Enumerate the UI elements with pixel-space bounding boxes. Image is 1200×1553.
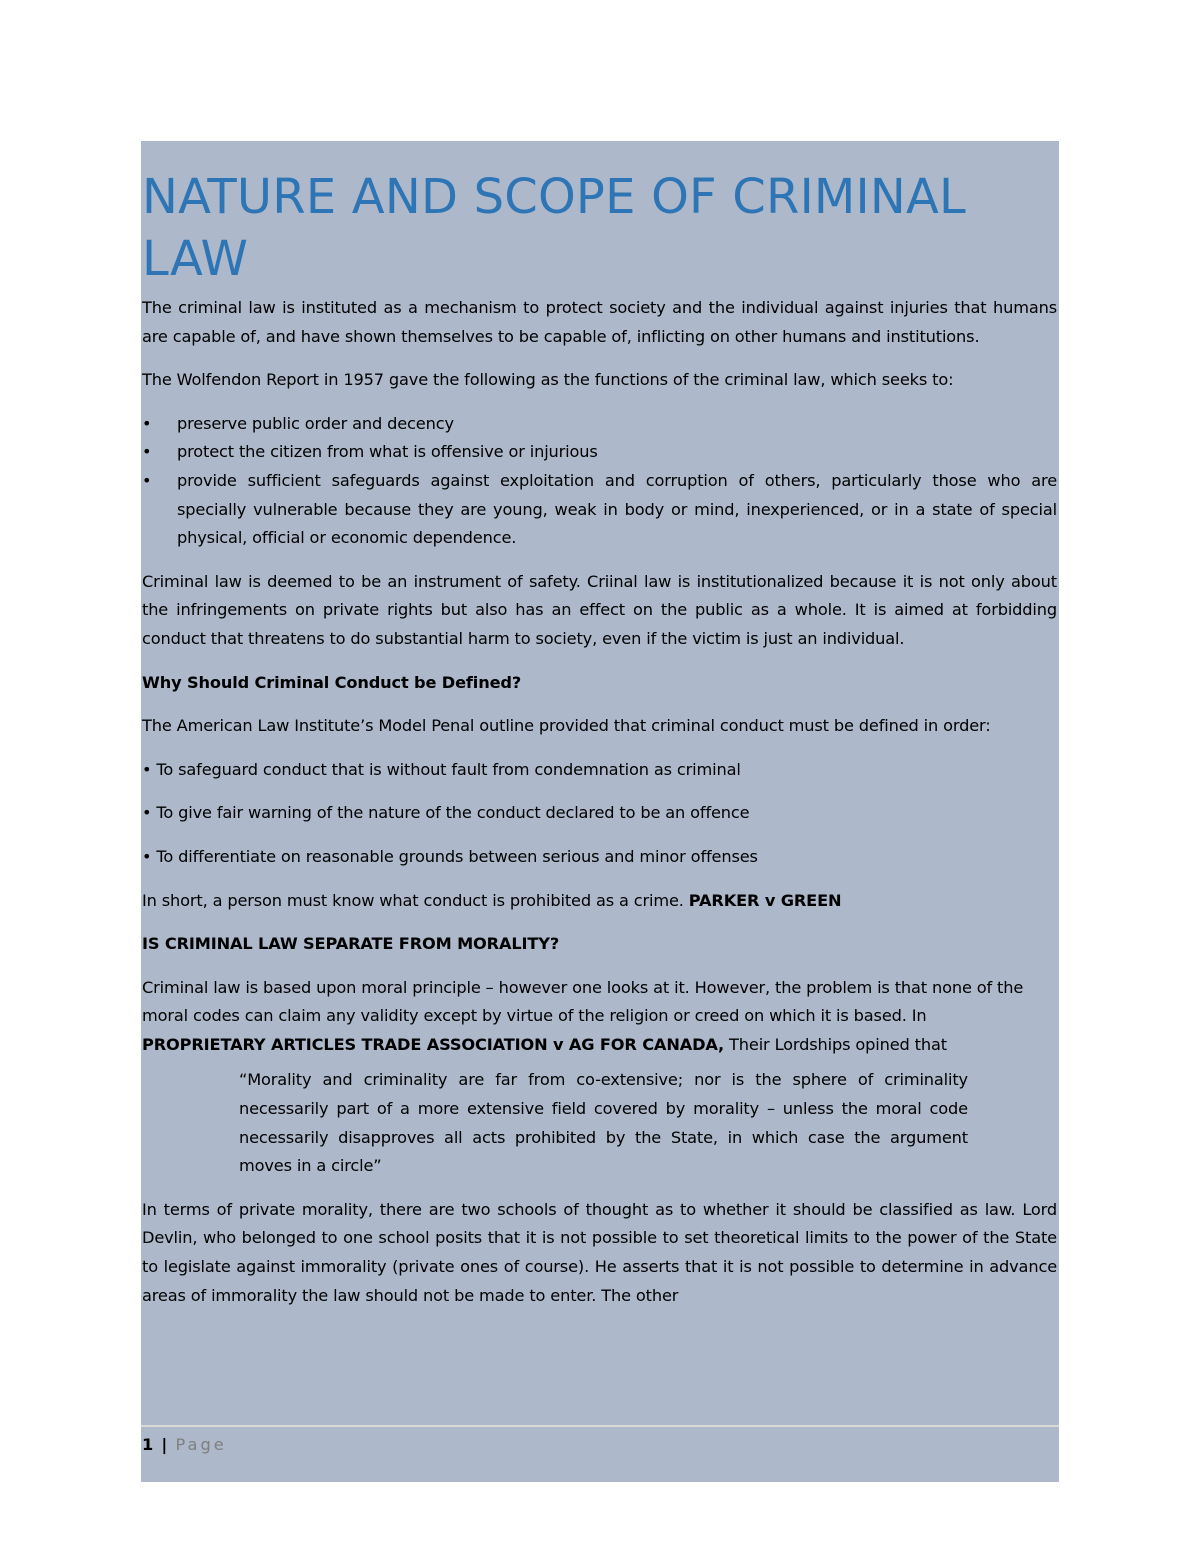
list-item-text: preserve public order and decency (177, 413, 454, 433)
block-quote: “Morality and criminality are far from co-extensive; nor is the sphere of criminality necessarily part of a more extensive field covered by morality – unless the moral code necessarily disapproves all acts prohibited by the State, in which case the argument moves in a circle” (239, 1070, 968, 1176)
page-footer (142, 1432, 227, 1458)
safety-paragraph: Criminal law is deemed to be an instrument of safety. Criinal law is institutionalized because it is not only about the infringements on private rights but also has an effect on the public as a whole. It is aimed at forbidding conduct that threatens to do substantial harm to society, even if the victim is just an individual. (142, 571, 1057, 648)
list-item-text: protect the citizen from what is offensive or injurious (177, 442, 598, 462)
list-item (142, 410, 1057, 439)
morality-text: Criminal law is based upon moral principle – however one looks at it. However, the problem is that none of the moral codes can claim any validity except by virtue of the religion or creed on which it is based. In (142, 977, 1024, 1026)
bullet-icon: • (142, 442, 152, 462)
footer-divider (141, 1425, 1059, 1427)
wolfenden-list (142, 410, 1057, 553)
ali-paragraph: The American Law Institute’s Model Penal outline provided that criminal conduct must be defined in order: (142, 716, 991, 736)
ali-point: • To differentiate on reasonable grounds between serious and minor offenses (142, 846, 758, 866)
bullet-icon: • (142, 413, 152, 433)
short-text: In short, a person must know what conduct is prohibited as a crime. (142, 890, 684, 910)
case-citation: PROPRIETARY ARTICLES TRADE ASSOCIATION v AG FOR CANADA, (142, 1034, 725, 1054)
list-item-text: provide sufficient safeguards against exploitation and corruption of others, particularly those who are specially vulnerable because they are young, weak in body or mind, inexperienced, or in a state of special physical, official or economic dependence. (177, 470, 1057, 548)
page-label: Page (175, 1435, 227, 1454)
bullet-icon: • (142, 470, 152, 490)
ali-point: • To give fair warning of the nature of the conduct declared to be an offence (142, 803, 750, 823)
document-body (142, 166, 1057, 1325)
case-citation: PARKER v GREEN (688, 890, 842, 910)
morality-tail: Their Lordships opined that (724, 1034, 947, 1054)
ali-point: • To safeguard conduct that is without fault from condemnation as criminal (142, 759, 741, 779)
heading-morality: IS CRIMINAL LAW SEPARATE FROM MORALITY? (142, 934, 560, 954)
wolfenden-intro: The Wolfendon Report in 1957 gave the following as the functions of the criminal law, which seeks to: (142, 370, 954, 390)
document-title: NATURE AND SCOPE OF CRIMINAL LAW (142, 169, 966, 287)
private-morality-paragraph: In terms of private morality, there are two schools of thought as to whether it should be classified as law. Lord Devlin, who belonged to one school posits that it is not possible to set theoretical limits to the power of the State to legislate against immorality (private ones of course). He asserts that it is not possible to determine in advance areas of immorality the law should not be made to enter. The other (142, 1199, 1057, 1305)
footer-separator: | (161, 1435, 168, 1454)
morality-paragraph (142, 974, 1057, 1060)
list-item (142, 438, 1057, 467)
heading-defined: Why Should Criminal Conduct be Defined? (142, 672, 522, 692)
short-paragraph (142, 887, 1057, 916)
list-item (142, 467, 1057, 553)
intro-paragraph: The criminal law is instituted as a mechanism to protect society and the individual against injuries that humans are capable of, and have shown themselves to be capable of, inflicting on other humans and institutions. (142, 298, 1057, 346)
page-number: 1 (142, 1435, 154, 1454)
